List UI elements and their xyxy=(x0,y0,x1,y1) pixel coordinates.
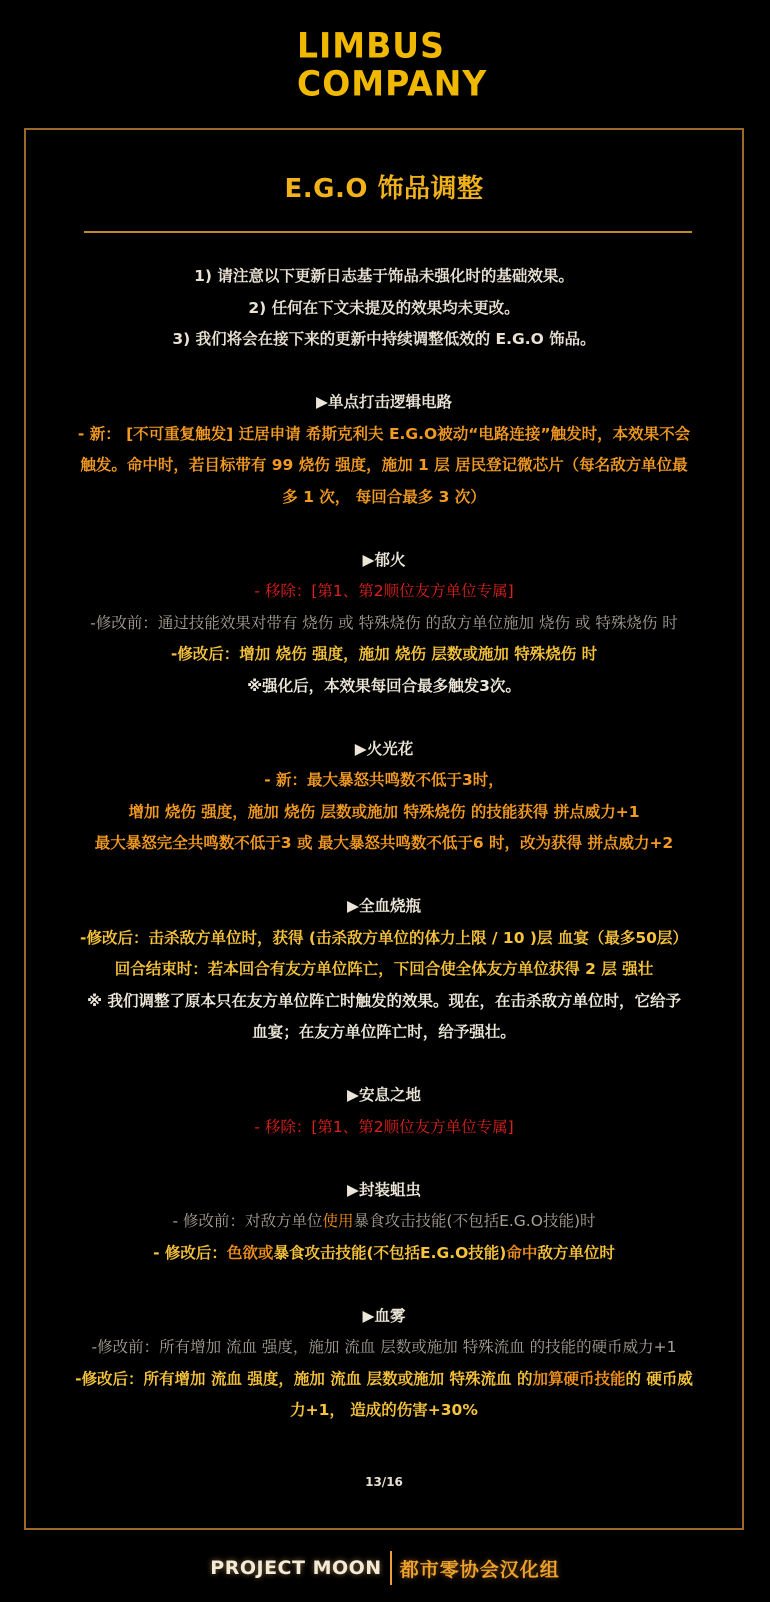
section-6-after-c: 暴食攻击技能(不包括E.G.O技能) xyxy=(273,1243,507,1262)
section-heading-3: ▶火光花 xyxy=(354,739,414,758)
section-7-before: -修改前：所有增加 流血 强度，施加 流血 层数或施加 特殊流血 的技能的硬币威力+1 xyxy=(91,1338,677,1356)
note-1: 1) 请注意以下更新日志基于饰品未强化时的基础效果。 xyxy=(194,267,574,285)
section-6-after-d: 命中 xyxy=(506,1243,538,1262)
patch-notes-content xyxy=(36,261,732,1427)
page-title: E.G.O 饰品调整 xyxy=(284,174,484,204)
section-2-after: -修改后：增加 烧伤 强度，施加 烧伤 层数或施加 特殊烧伤 时 xyxy=(170,645,598,663)
section-7-after-2: 力+1， 造成的伤害+30% xyxy=(290,1401,478,1419)
section-2-extra: ※强化后，本效果每回合最多触发3次。 xyxy=(247,676,521,695)
section-6-after-e: 敌方单位时 xyxy=(537,1243,615,1262)
section-6-after-b: 色欲或 xyxy=(226,1243,274,1262)
section-4-line-4: 血宴；在友方单位阵亡时，给予强壮。 xyxy=(252,1023,516,1041)
footer xyxy=(0,1550,770,1586)
section-4-line-3: ※ 我们调整了原本只在友方单位阵亡时触发的效果。现在，在击杀敌方单位时，它给予 xyxy=(87,991,681,1010)
note-3: 3) 我们将会在接下来的更新中持续调整低效的 E.G.O 饰品。 xyxy=(172,330,596,348)
section-6-before xyxy=(36,1206,732,1238)
section-7-after-a: -修改后：所有增加 流血 强度，施加 流血 层数或施加 特殊流血 的 xyxy=(75,1369,533,1388)
section-heading-1: ▶单点打击逻辑电路 xyxy=(316,393,452,411)
limbus-company-logo xyxy=(289,20,488,110)
logo-line-1: LIMBUS xyxy=(297,25,445,67)
section-6-after xyxy=(36,1238,732,1270)
section-7-after-b: 加算硬币技能 xyxy=(532,1369,626,1388)
section-4-line-1: -修改后：击杀敌方单位时，获得 (击杀敌方单位的体力上限 / 10 )层 血宴（最多50层） xyxy=(80,928,688,947)
section-3-line-2: 增加 烧伤 强度，施加 烧伤 层数或施加 特殊烧伤 的技能获得 拼点威力+1 xyxy=(128,802,640,821)
section-7-after-c: 的 硬币威 xyxy=(625,1369,693,1388)
note-2: 2) 任何在下文未提及的效果均未更改。 xyxy=(248,298,520,317)
section-heading-6: ▶封装蛆虫 xyxy=(347,1180,421,1199)
footer-divider xyxy=(390,1551,392,1585)
section-2-before: -修改前：通过技能效果对带有 烧伤 或 特殊烧伤 的敌方单位施加 烧伤 或 特殊烧伤 时 xyxy=(90,613,678,632)
section-heading-4: ▶全血烧瓶 xyxy=(347,897,421,915)
section-6-before-c: 暴食攻击技能(不包括E.G.O技能)时 xyxy=(353,1212,596,1230)
page-number: 13/16 xyxy=(365,1475,403,1489)
footer-project-moon: PROJECT MOON xyxy=(210,1557,382,1579)
section-4-line-2: 回合结束时：若本回合有友方单位阵亡，下回合使全体友方单位获得 2 层 强壮 xyxy=(114,960,654,978)
section-6-after-a: - 修改后： xyxy=(153,1243,227,1262)
title-divider xyxy=(84,231,692,233)
section-3-line-3: 最大暴怒完全共鸣数不低于3 或 最大暴怒共鸣数不低于6 时，改为获得 拼点威力+2 xyxy=(94,834,674,852)
section-6-before-b: 使用 xyxy=(322,1212,354,1230)
section-heading-2: ▶郁火 xyxy=(362,550,406,569)
section-heading-5: ▶安息之地 xyxy=(347,1086,421,1104)
section-7-after-1 xyxy=(36,1364,732,1396)
section-2-removed: - 移除：[第1、第2顺位友方单位专属] xyxy=(254,582,514,600)
patch-notes-panel xyxy=(24,128,744,1530)
section-6-before-a: - 修改前：对敌方单位 xyxy=(172,1212,323,1230)
logo-line-2: COMPANY xyxy=(297,62,488,104)
section-1-line-1: - 新： [不可重复触发] 迁居申请 希斯克利夫 E.G.O被动“电路连接”触发时，本效果不会 xyxy=(77,424,691,443)
section-3-line-1: - 新：最大暴怒共鸣数不低于3时， xyxy=(264,771,504,789)
section-1-line-2: 触发。命中时，若目标带有 99 烧伤 强度，施加 1 层 居民登记微芯片（每名敌方单位最 xyxy=(80,456,688,474)
footer-translation-group: 都市零协会汉化组 xyxy=(399,1558,560,1581)
section-heading-7: ▶血雾 xyxy=(362,1306,406,1325)
section-1-line-3: 多 1 次， 每回合最多 3 次） xyxy=(282,487,486,506)
section-5-removed: - 移除：[第1、第2顺位友方单位专属] xyxy=(254,1117,514,1136)
